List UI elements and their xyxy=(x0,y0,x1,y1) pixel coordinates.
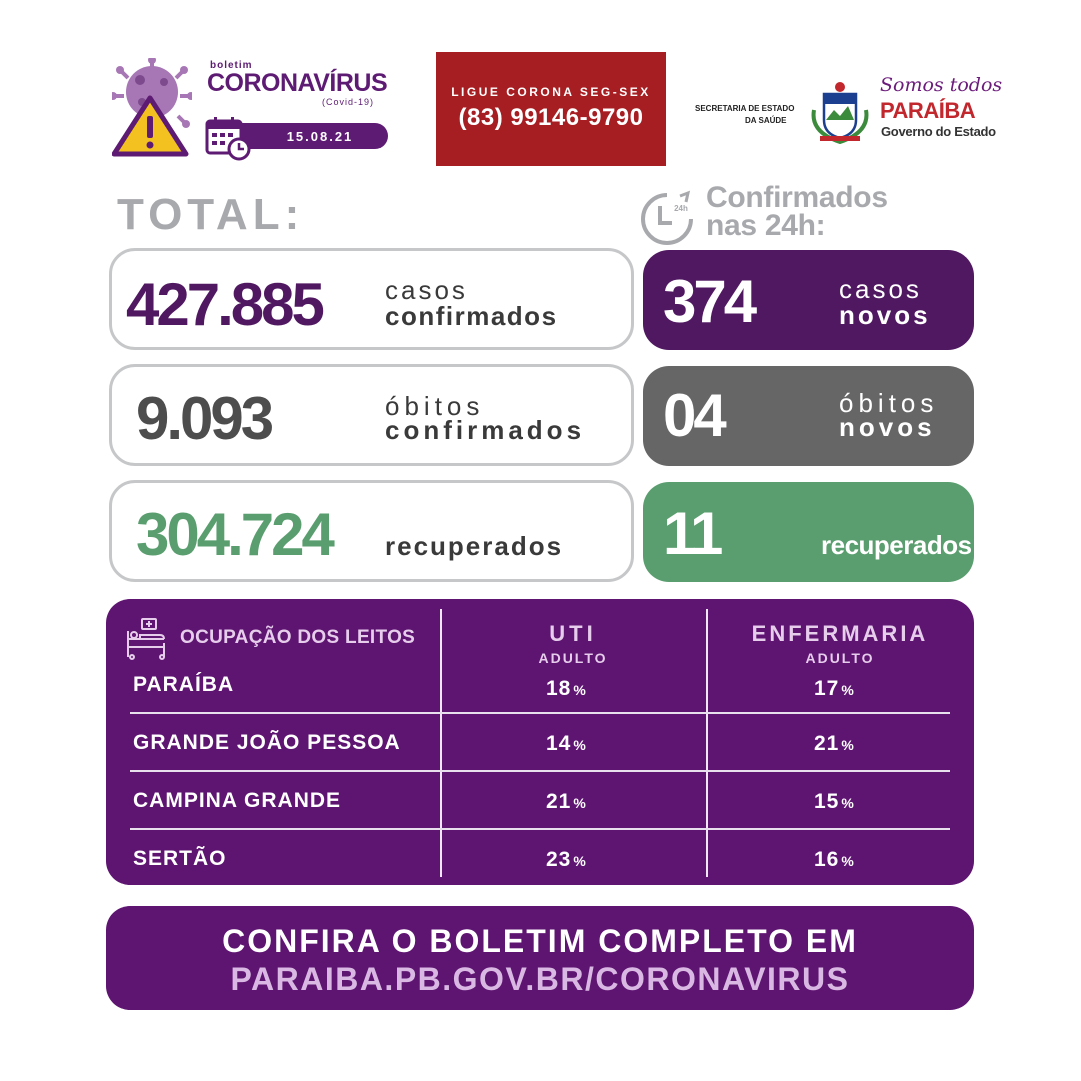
coronavirus-warning-icon xyxy=(112,58,192,158)
last24h-heading xyxy=(706,181,888,242)
region-name-paraiba: PARAÍBA xyxy=(133,673,235,696)
state-coat-of-arms-icon xyxy=(808,80,872,144)
calendar-clock-icon xyxy=(205,115,251,161)
paraiba-logo-text: PARAÍBA xyxy=(880,98,976,123)
boletim-small-label: boletim xyxy=(210,60,253,71)
footer-banner xyxy=(106,906,974,1010)
hotline-number: (83) 99146-9790 xyxy=(458,104,644,131)
uti-value-paraiba: 18 % xyxy=(546,677,587,700)
last24h-recuperados-label: recuperados xyxy=(821,530,972,560)
last24h-casos-value: 374 xyxy=(663,268,755,335)
secretaria-label-line1: SECRETARIA DE ESTADO xyxy=(695,104,795,113)
region-name-sertao: SERTÃO xyxy=(133,847,227,870)
leitos-title: OCUPAÇÃO DOS LEITOS xyxy=(180,627,416,648)
last24h-casos-label-1: casos xyxy=(839,274,922,304)
date-text: 15.08.21 xyxy=(286,128,354,144)
col-subheader-uti: ADULTO xyxy=(538,650,608,666)
hotline-banner xyxy=(436,52,666,166)
total-casos-label-2: confirmados xyxy=(385,301,558,331)
footer-url-link[interactable]: PARAIBA.PB.GOV.BR/CORONAVIRUS xyxy=(230,961,850,997)
last24h-casos-label-2: novos xyxy=(839,300,931,330)
hospital-bed-icon xyxy=(124,617,168,661)
region-name-grande-joao-pessoa: GRANDE JOÃO PESSOA xyxy=(133,731,401,754)
last24h-casos-card xyxy=(643,250,974,350)
secretaria-label-line2: DA SAÚDE xyxy=(745,116,787,125)
footer-text: CONFIRA O BOLETIM COMPLETO EM xyxy=(222,923,858,959)
total-obitos-label-1: óbitos xyxy=(385,391,485,421)
col-header-uti: UTI xyxy=(549,621,597,646)
total-recuperados-card xyxy=(109,480,634,582)
enf-value-paraiba: 17 % xyxy=(814,677,855,700)
last24h-heading-line1: Confirmados xyxy=(706,181,888,214)
enf-value-sertao: 16 % xyxy=(814,848,855,871)
governo-label: Governo do Estado xyxy=(881,124,996,139)
date-badge xyxy=(232,123,388,149)
last24h-obitos-label-2: novos xyxy=(839,412,936,442)
row-divider xyxy=(130,770,950,772)
last24h-heading-line2: nas 24h: xyxy=(706,209,826,242)
leitos-occupancy-table xyxy=(106,599,974,885)
enf-value-campina-grande: 15 % xyxy=(814,790,855,813)
total-recuperados-label: recuperados xyxy=(385,531,564,561)
boletim-subtitle: (Covid-19) xyxy=(322,97,375,107)
uti-value-sertao: 23 % xyxy=(546,848,587,871)
region-name-campina-grande: CAMPINA GRANDE xyxy=(133,789,342,812)
total-recuperados-value: 304.724 xyxy=(136,501,332,568)
col-subheader-enfermaria: ADULTO xyxy=(805,650,875,666)
row-divider xyxy=(130,712,950,714)
boletim-title: CORONAVÍRUS xyxy=(207,69,388,97)
uti-value-grande-joao-pessoa: 14 % xyxy=(546,732,587,755)
total-casos-value: 427.885 xyxy=(126,271,322,338)
somos-todos-slogan: Somos todos xyxy=(880,74,1003,96)
clock-24h-icon xyxy=(638,190,696,248)
enf-value-grande-joao-pessoa: 21 % xyxy=(814,732,855,755)
col-header-enfermaria: ENFERMARIA xyxy=(751,621,929,646)
total-obitos-card xyxy=(109,364,634,466)
total-casos-card xyxy=(109,248,634,350)
last24h-obitos-label-1: óbitos xyxy=(839,388,939,418)
row-divider xyxy=(130,828,950,830)
hotline-label: LIGUE CORONA SEG-SEX xyxy=(451,85,651,99)
uti-value-campina-grande: 21 % xyxy=(546,790,587,813)
total-casos-label-1: casos xyxy=(385,275,468,305)
last24h-recuperados-value: 11 xyxy=(663,500,721,567)
total-obitos-value: 9.093 xyxy=(136,385,272,452)
last24h-obitos-card xyxy=(643,366,974,466)
total-obitos-label-2: confirmados xyxy=(385,415,586,445)
last24h-recuperados-card xyxy=(643,482,974,582)
clock-badge-text: 24h xyxy=(674,204,688,213)
last24h-obitos-value: 04 xyxy=(663,382,724,449)
total-heading: TOTAL: xyxy=(117,190,305,239)
